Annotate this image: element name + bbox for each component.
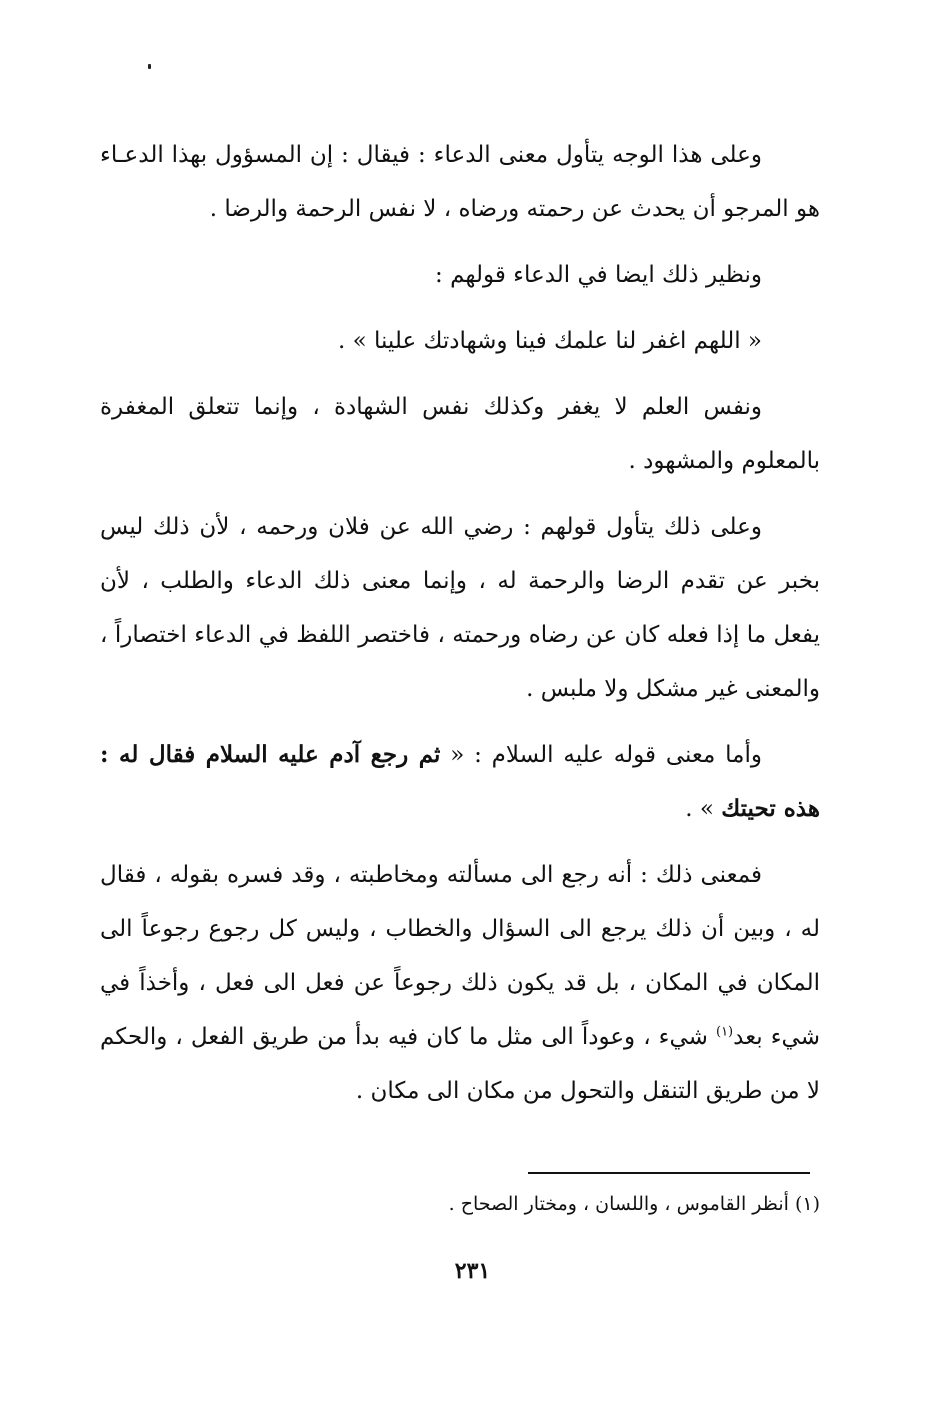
ink-speck [148, 64, 151, 69]
paragraph-7 [100, 848, 820, 1118]
paragraph-5: وعلى ذلك يتأول قولهم : رضي الله عن فلان ورحمه ، لأن ذلك ليس بخبر عن تقدم الرضا والرحمة له ، وإنما معنى ذلك الدعاء والطلب ، لأن يفعل ما إذا فعله كان عن رضاه ورحمته ، فاختصر اللفظ في الدعاء اختصاراً ، والمعنى غير مشكل ولا ملبس . [100, 514, 820, 702]
paragraph-2: ونظير ذلك ايضا في الدعاء قولهم : [435, 262, 762, 288]
footnote-reference: (١) [715, 1024, 734, 1040]
paragraph-4: ونفس العلم لا يغفر وكذلك نفس الشهادة ، وإنما تتعلق المغفرة بالمعلوم والمشهود . [100, 394, 820, 474]
hadith-quote: ثم رجع آدم عليه السلام فقال له : هذه تحيتك [100, 741, 820, 822]
paragraph-6 [100, 728, 820, 836]
page-number: ٢٣١ [454, 1258, 491, 1284]
paragraph-6-prefix: وأما معنى قوله عليه السلام : « [440, 742, 762, 768]
footnote-separator [528, 1172, 810, 1174]
paragraph-7-text-b: شيء ، وعوداً الى مثل ما كان فيه بدأ من طريق الفعل ، والحكم لا من طريق التنقل والتحول من مكان الى مكان . [100, 1024, 820, 1104]
paragraph-7-text-a: فمعنى ذلك : أنه رجع الى مسألته ومخاطبته ، وقد فسره بقوله ، فقال له ، وبين أن ذلك يرجع الى السؤال والخطاب ، وليس كل رجوع رجوعاً الى المكان في المكان ، بل قد يكون ذلك رجوعاً عن فعل الى فعل ، وأخذاً في شيء بعد [100, 862, 820, 1050]
footnote: (١) أنظر القاموس ، واللسان ، ومختار الصحاح . [448, 1193, 820, 1215]
quoted-prayer: « اللهم اغفر لنا علمك فينا وشهادتك علينا » . [337, 328, 762, 354]
main-text [100, 128, 820, 1118]
paragraph-1: وعلى هذا الوجه يتأول معنى الدعاء : فيقال : إن المسؤول بهذا الدعـاء هو المرجو أن يحدث عن رحمته ورضاه ، لا نفس الرحمة والرضا . [100, 142, 820, 222]
paragraph-6-suffix: » . [685, 796, 722, 822]
